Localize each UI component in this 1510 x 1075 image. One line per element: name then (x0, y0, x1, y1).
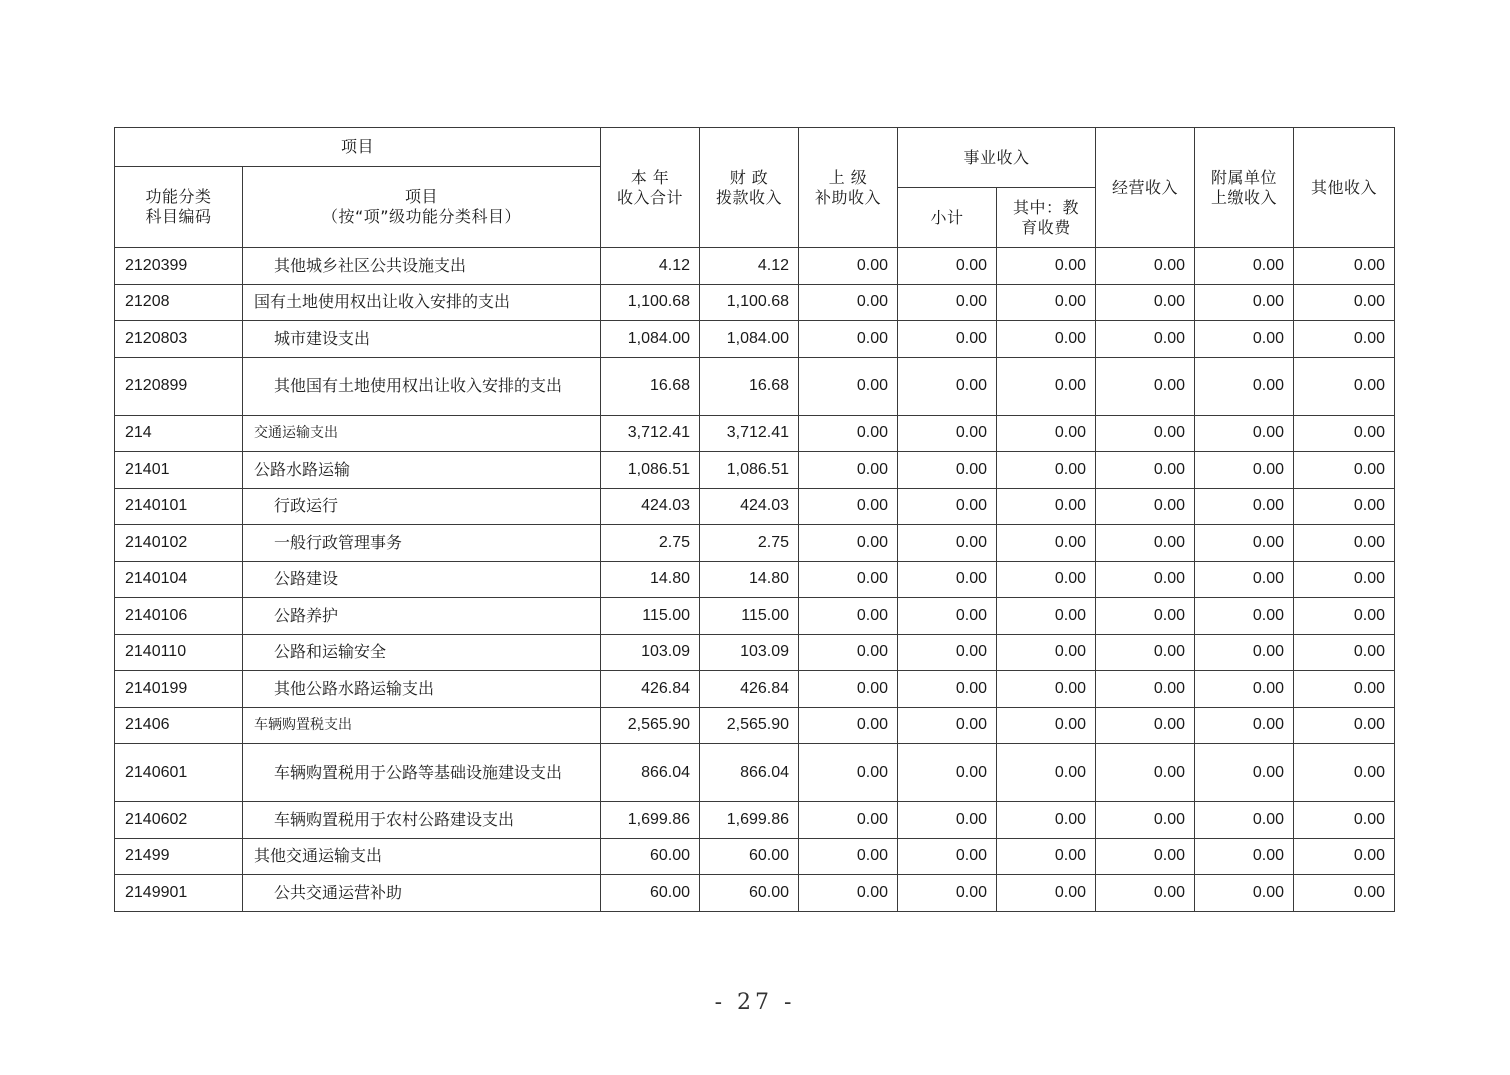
row-other: 0.00 (1294, 802, 1395, 839)
row-fiscal: 4.12 (700, 248, 799, 285)
row-name: 公路养护 (243, 598, 601, 635)
row-other: 0.00 (1294, 248, 1395, 285)
row-operating: 0.00 (1096, 875, 1195, 912)
row-other: 0.00 (1294, 415, 1395, 452)
row-total: 1,084.00 (601, 321, 700, 358)
row-total: 1,699.86 (601, 802, 700, 839)
table-row (115, 248, 1395, 285)
row-affiliated: 0.00 (1195, 875, 1294, 912)
row-affiliated: 0.00 (1195, 452, 1294, 489)
row-name: 其他城乡社区公共设施支出 (243, 248, 601, 285)
row-fiscal: 103.09 (700, 634, 799, 671)
row-superior: 0.00 (799, 802, 898, 839)
row-business-subtotal: 0.00 (898, 671, 997, 708)
table-row (115, 671, 1395, 708)
row-fiscal: 426.84 (700, 671, 799, 708)
row-name: 其他交通运输支出 (243, 838, 601, 875)
table-row (115, 634, 1395, 671)
row-other: 0.00 (1294, 284, 1395, 321)
row-superior: 0.00 (799, 744, 898, 802)
row-other: 0.00 (1294, 707, 1395, 744)
row-superior: 0.00 (799, 671, 898, 708)
row-code: 2120399 (115, 248, 243, 285)
row-business-edu: 0.00 (997, 488, 1096, 525)
row-code: 2140601 (115, 744, 243, 802)
row-other: 0.00 (1294, 561, 1395, 598)
row-name: 国有土地使用权出让收入安排的支出 (243, 284, 601, 321)
row-total: 1,086.51 (601, 452, 700, 489)
header-business-group: 事业收入 (898, 128, 1096, 188)
row-affiliated: 0.00 (1195, 671, 1294, 708)
row-name: 其他公路水路运输支出 (243, 671, 601, 708)
row-code: 21406 (115, 707, 243, 744)
row-code: 21401 (115, 452, 243, 489)
row-business-edu: 0.00 (997, 248, 1096, 285)
row-business-subtotal: 0.00 (898, 875, 997, 912)
row-operating: 0.00 (1096, 802, 1195, 839)
row-affiliated: 0.00 (1195, 744, 1294, 802)
table-row (115, 415, 1395, 452)
header-name: 项目 （按“项”级功能分类科目） (243, 167, 601, 248)
header-item-group: 项目 (115, 128, 601, 167)
row-name: 车辆购置税用于公路等基础设施建设支出 (243, 744, 601, 802)
row-affiliated: 0.00 (1195, 634, 1294, 671)
row-superior: 0.00 (799, 415, 898, 452)
row-fiscal: 60.00 (700, 875, 799, 912)
row-affiliated: 0.00 (1195, 525, 1294, 562)
row-affiliated: 0.00 (1195, 284, 1294, 321)
header-affiliated: 附属单位 上缴收入 (1195, 128, 1294, 248)
row-operating: 0.00 (1096, 744, 1195, 802)
page-number: - 27 - (714, 990, 796, 1015)
row-business-subtotal: 0.00 (898, 561, 997, 598)
row-superior: 0.00 (799, 838, 898, 875)
row-operating: 0.00 (1096, 488, 1195, 525)
row-total: 2,565.90 (601, 707, 700, 744)
row-code: 2140106 (115, 598, 243, 635)
row-operating: 0.00 (1096, 598, 1195, 635)
row-business-subtotal: 0.00 (898, 248, 997, 285)
row-total: 866.04 (601, 744, 700, 802)
row-business-edu: 0.00 (997, 802, 1096, 839)
row-total: 60.00 (601, 838, 700, 875)
table-row (115, 707, 1395, 744)
row-superior: 0.00 (799, 634, 898, 671)
row-business-subtotal: 0.00 (898, 802, 997, 839)
row-code: 2120899 (115, 357, 243, 415)
row-operating: 0.00 (1096, 634, 1195, 671)
row-operating: 0.00 (1096, 415, 1195, 452)
row-business-edu: 0.00 (997, 838, 1096, 875)
row-other: 0.00 (1294, 671, 1395, 708)
row-affiliated: 0.00 (1195, 707, 1294, 744)
row-name: 其他国有土地使用权出让收入安排的支出 (243, 357, 601, 415)
row-other: 0.00 (1294, 321, 1395, 358)
row-superior: 0.00 (799, 357, 898, 415)
table-row (115, 598, 1395, 635)
row-business-edu: 0.00 (997, 707, 1096, 744)
row-total: 115.00 (601, 598, 700, 635)
row-operating: 0.00 (1096, 561, 1195, 598)
row-business-subtotal: 0.00 (898, 838, 997, 875)
row-total: 60.00 (601, 875, 700, 912)
header-operating: 经营收入 (1096, 128, 1195, 248)
table-row (115, 284, 1395, 321)
row-fiscal: 2.75 (700, 525, 799, 562)
row-operating: 0.00 (1096, 248, 1195, 285)
row-superior: 0.00 (799, 488, 898, 525)
row-fiscal: 424.03 (700, 488, 799, 525)
row-code: 2140102 (115, 525, 243, 562)
row-other: 0.00 (1294, 875, 1395, 912)
row-total: 2.75 (601, 525, 700, 562)
row-superior: 0.00 (799, 248, 898, 285)
header-business-subtotal: 小计 (898, 188, 997, 248)
row-name: 公路建设 (243, 561, 601, 598)
table-header (115, 128, 1395, 248)
row-code: 2140104 (115, 561, 243, 598)
row-fiscal: 60.00 (700, 838, 799, 875)
header-total: 本 年 收入合计 (601, 128, 700, 248)
row-superior: 0.00 (799, 321, 898, 358)
row-total: 4.12 (601, 248, 700, 285)
row-business-edu: 0.00 (997, 321, 1096, 358)
row-operating: 0.00 (1096, 357, 1195, 415)
row-name: 行政运行 (243, 488, 601, 525)
row-operating: 0.00 (1096, 321, 1195, 358)
table-row (115, 525, 1395, 562)
row-business-subtotal: 0.00 (898, 415, 997, 452)
row-name: 公共交通运营补助 (243, 875, 601, 912)
row-business-subtotal: 0.00 (898, 707, 997, 744)
row-affiliated: 0.00 (1195, 321, 1294, 358)
row-code: 21208 (115, 284, 243, 321)
row-code: 2140602 (115, 802, 243, 839)
row-affiliated: 0.00 (1195, 357, 1294, 415)
row-total: 424.03 (601, 488, 700, 525)
row-business-subtotal: 0.00 (898, 284, 997, 321)
row-business-edu: 0.00 (997, 671, 1096, 708)
row-name: 车辆购置税支出 (243, 707, 601, 744)
row-business-subtotal: 0.00 (898, 598, 997, 635)
table-row (115, 488, 1395, 525)
row-affiliated: 0.00 (1195, 488, 1294, 525)
row-total: 426.84 (601, 671, 700, 708)
row-business-edu: 0.00 (997, 598, 1096, 635)
row-superior: 0.00 (799, 284, 898, 321)
row-business-edu: 0.00 (997, 561, 1096, 598)
row-operating: 0.00 (1096, 525, 1195, 562)
row-operating: 0.00 (1096, 284, 1195, 321)
row-name: 车辆购置税用于农村公路建设支出 (243, 802, 601, 839)
income-budget-table (114, 127, 1395, 912)
row-other: 0.00 (1294, 525, 1395, 562)
table-body (115, 248, 1395, 912)
row-business-edu: 0.00 (997, 284, 1096, 321)
row-code: 2140110 (115, 634, 243, 671)
header-other: 其他收入 (1294, 128, 1395, 248)
row-code: 21499 (115, 838, 243, 875)
row-fiscal: 1,100.68 (700, 284, 799, 321)
row-business-subtotal: 0.00 (898, 525, 997, 562)
row-operating: 0.00 (1096, 707, 1195, 744)
row-business-subtotal: 0.00 (898, 357, 997, 415)
row-superior: 0.00 (799, 452, 898, 489)
table-row (115, 452, 1395, 489)
row-business-subtotal: 0.00 (898, 488, 997, 525)
row-fiscal: 866.04 (700, 744, 799, 802)
row-business-edu: 0.00 (997, 357, 1096, 415)
row-total: 14.80 (601, 561, 700, 598)
header-fiscal: 财 政 拨款收入 (700, 128, 799, 248)
row-fiscal: 16.68 (700, 357, 799, 415)
row-affiliated: 0.00 (1195, 598, 1294, 635)
row-superior: 0.00 (799, 875, 898, 912)
row-name: 一般行政管理事务 (243, 525, 601, 562)
row-business-edu: 0.00 (997, 452, 1096, 489)
row-other: 0.00 (1294, 598, 1395, 635)
table-row (115, 875, 1395, 912)
row-code: 2120803 (115, 321, 243, 358)
row-code: 214 (115, 415, 243, 452)
table-row (115, 561, 1395, 598)
row-other: 0.00 (1294, 838, 1395, 875)
row-total: 1,100.68 (601, 284, 700, 321)
row-other: 0.00 (1294, 634, 1395, 671)
row-business-edu: 0.00 (997, 744, 1096, 802)
row-business-subtotal: 0.00 (898, 744, 997, 802)
table-row (115, 321, 1395, 358)
row-superior: 0.00 (799, 525, 898, 562)
row-operating: 0.00 (1096, 452, 1195, 489)
table-row (115, 838, 1395, 875)
row-affiliated: 0.00 (1195, 838, 1294, 875)
row-superior: 0.00 (799, 598, 898, 635)
row-name: 公路水路运输 (243, 452, 601, 489)
row-other: 0.00 (1294, 488, 1395, 525)
row-fiscal: 1,699.86 (700, 802, 799, 839)
row-code: 2140199 (115, 671, 243, 708)
header-business-edu: 其中：教 育收费 (997, 188, 1096, 248)
row-business-edu: 0.00 (997, 875, 1096, 912)
row-name: 交通运输支出 (243, 415, 601, 452)
row-superior: 0.00 (799, 561, 898, 598)
row-name: 公路和运输安全 (243, 634, 601, 671)
row-fiscal: 14.80 (700, 561, 799, 598)
row-operating: 0.00 (1096, 671, 1195, 708)
row-business-edu: 0.00 (997, 415, 1096, 452)
table-row (115, 357, 1395, 415)
row-affiliated: 0.00 (1195, 561, 1294, 598)
row-fiscal: 3,712.41 (700, 415, 799, 452)
row-business-edu: 0.00 (997, 634, 1096, 671)
table-row (115, 744, 1395, 802)
row-code: 2149901 (115, 875, 243, 912)
row-affiliated: 0.00 (1195, 415, 1294, 452)
row-business-subtotal: 0.00 (898, 634, 997, 671)
row-affiliated: 0.00 (1195, 802, 1294, 839)
row-business-subtotal: 0.00 (898, 321, 997, 358)
row-name: 城市建设支出 (243, 321, 601, 358)
row-total: 16.68 (601, 357, 700, 415)
row-fiscal: 1,086.51 (700, 452, 799, 489)
table-row (115, 802, 1395, 839)
row-fiscal: 2,565.90 (700, 707, 799, 744)
row-total: 3,712.41 (601, 415, 700, 452)
row-business-subtotal: 0.00 (898, 452, 997, 489)
row-other: 0.00 (1294, 357, 1395, 415)
row-total: 103.09 (601, 634, 700, 671)
row-code: 2140101 (115, 488, 243, 525)
row-business-edu: 0.00 (997, 525, 1096, 562)
row-fiscal: 1,084.00 (700, 321, 799, 358)
row-affiliated: 0.00 (1195, 248, 1294, 285)
row-operating: 0.00 (1096, 838, 1195, 875)
header-superior: 上 级 补助收入 (799, 128, 898, 248)
header-code: 功能分类 科目编码 (115, 167, 243, 248)
row-superior: 0.00 (799, 707, 898, 744)
row-fiscal: 115.00 (700, 598, 799, 635)
row-other: 0.00 (1294, 452, 1395, 489)
row-other: 0.00 (1294, 744, 1395, 802)
